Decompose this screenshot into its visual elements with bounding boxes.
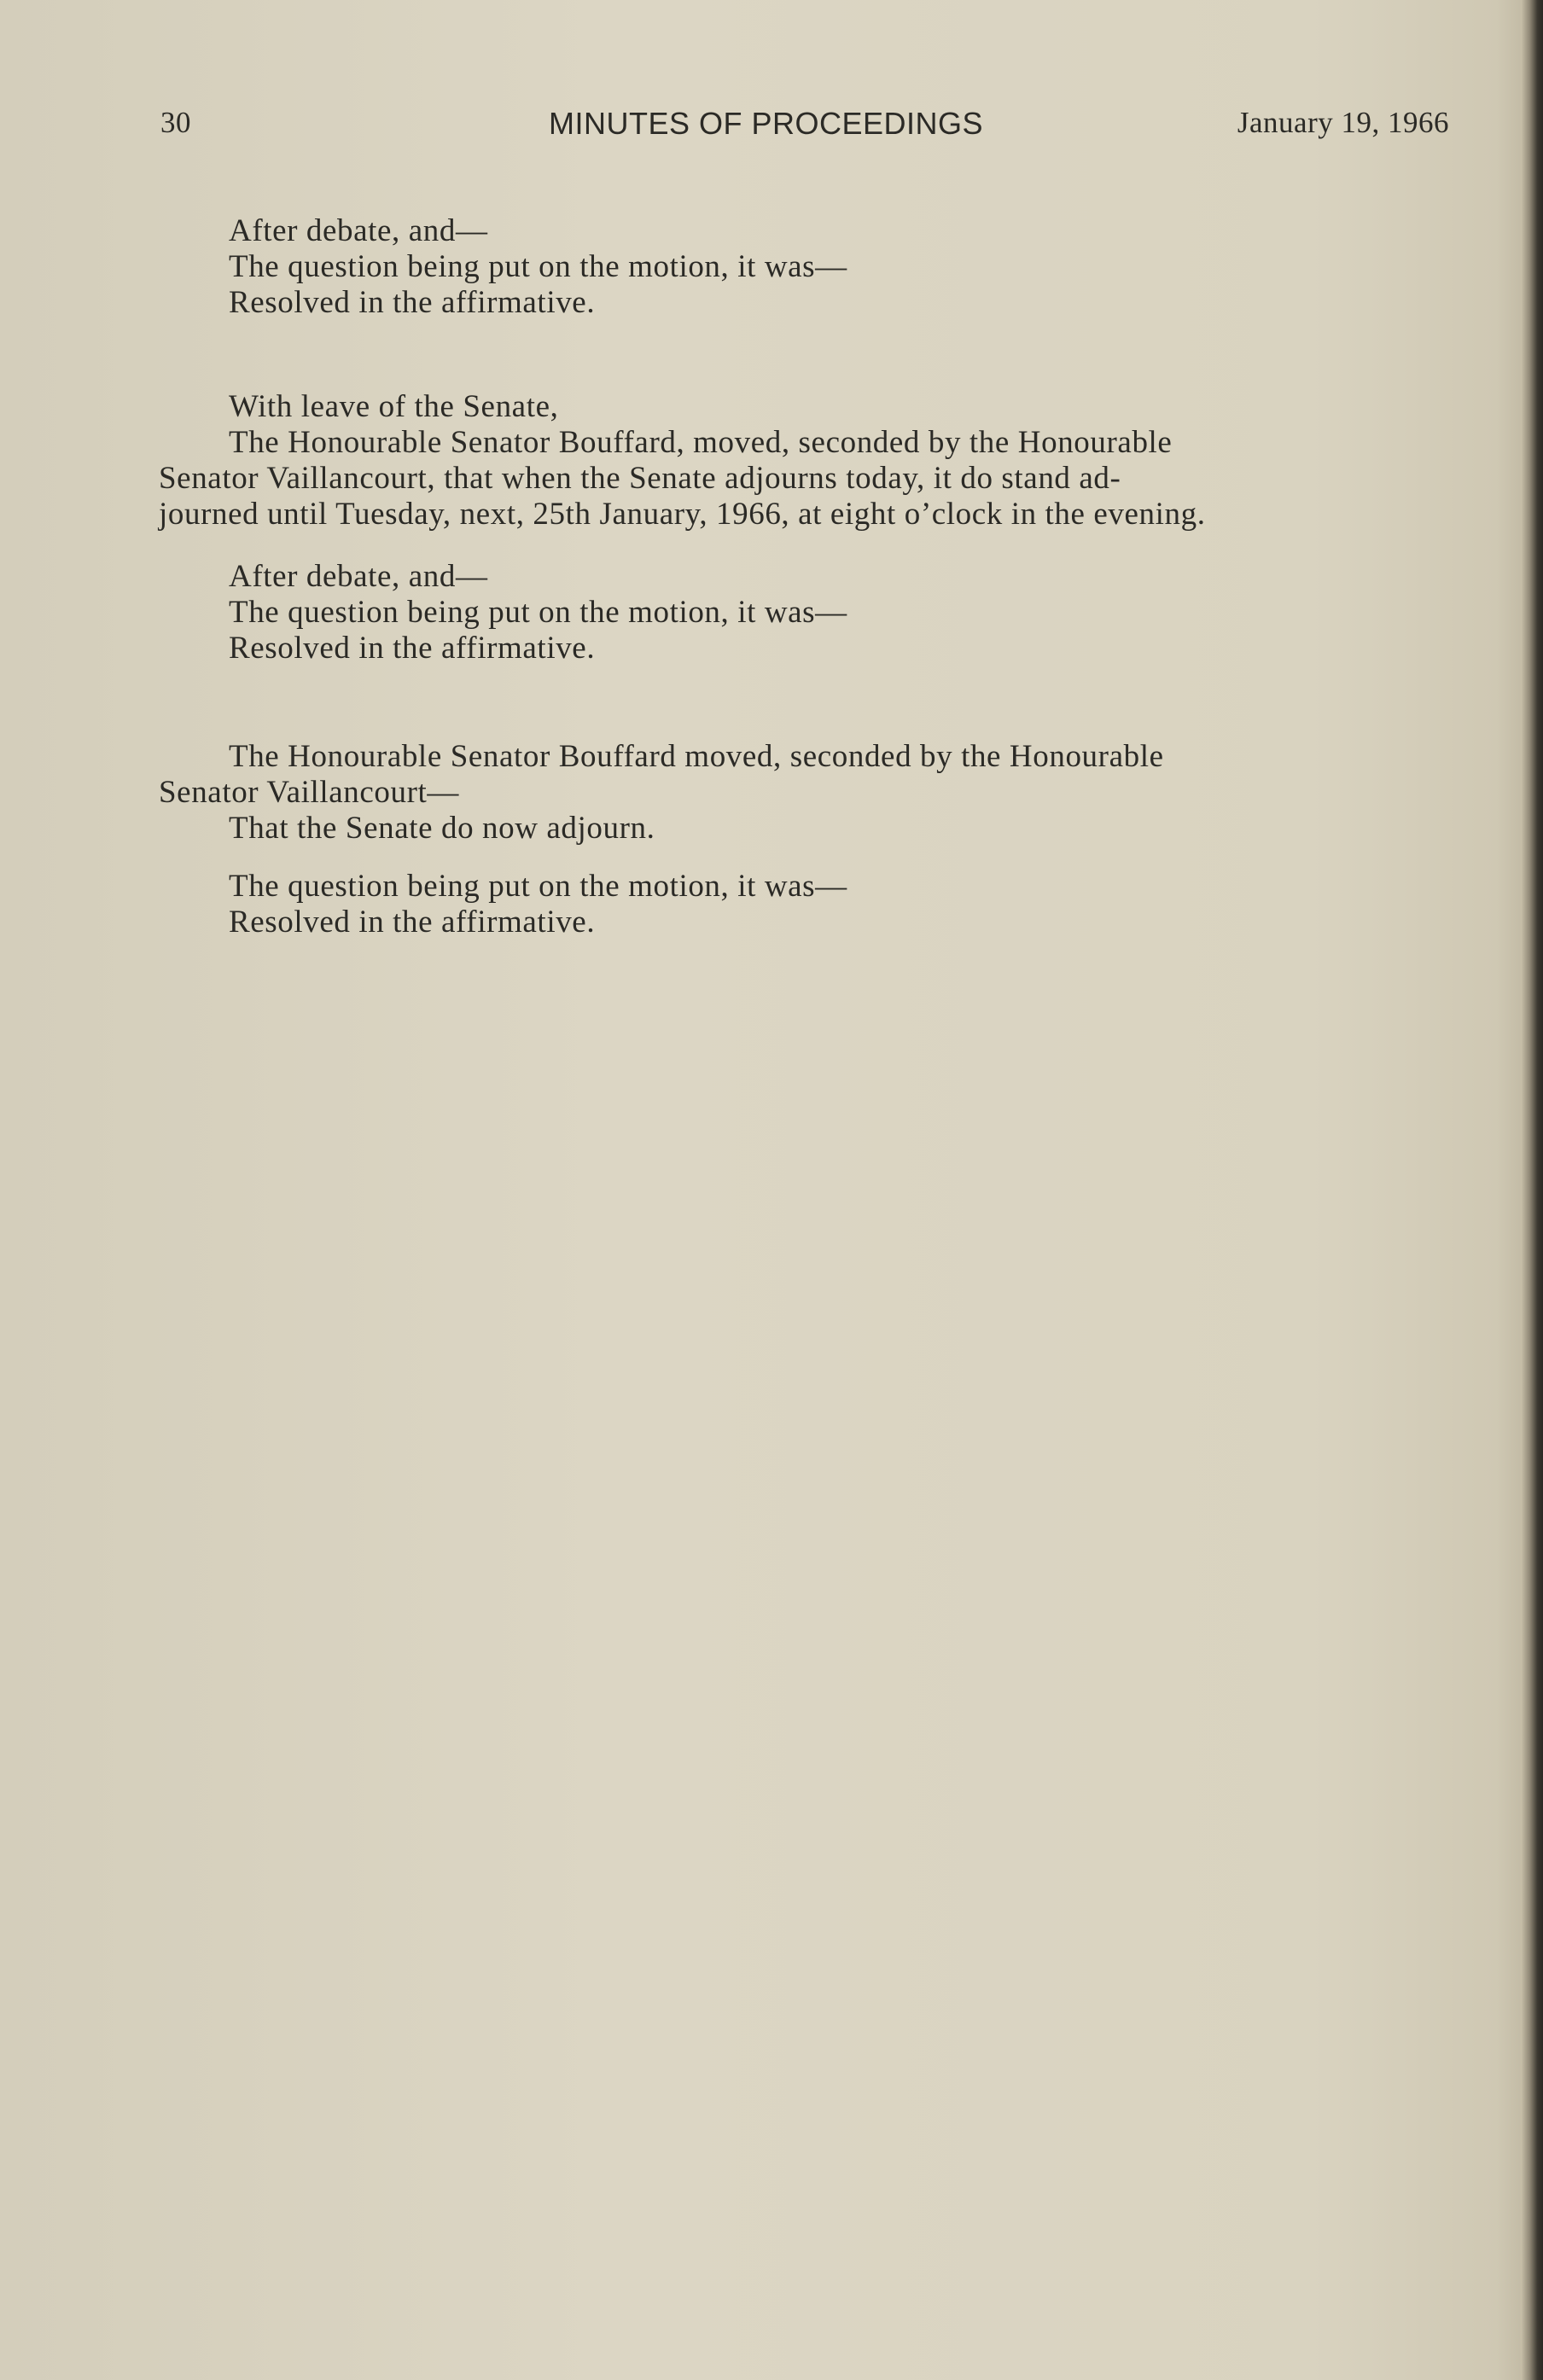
minutes-block-5 [159, 869, 1451, 940]
text-line: That the Senate do now adjourn. [229, 811, 655, 846]
text-line: Resolved in the affirmative. [229, 285, 596, 320]
minutes-block-4 [159, 739, 1451, 847]
paragraph-line: The Honourable Senator Bouffard, moved, seconded by the Honourable [229, 425, 1173, 460]
minutes-block-1 [159, 213, 1451, 321]
paragraph-line: Senator Vaillancourt— [159, 775, 460, 810]
running-date: January 19, 1966 [1237, 106, 1449, 139]
minutes-block-2 [159, 389, 1451, 532]
book-spine-edge [1521, 0, 1543, 2380]
text-line: The question being put on the motion, it was— [229, 249, 847, 284]
text-line: Resolved in the affirmative. [229, 631, 596, 666]
text-line: After debate, and— [229, 213, 488, 248]
text-line: After debate, and— [229, 559, 488, 594]
text-line: The question being put on the motion, it was— [229, 869, 847, 904]
running-title: MINUTES OF PROCEEDINGS [549, 106, 984, 141]
text-line: With leave of the Senate, [229, 389, 559, 424]
page-number: 30 [160, 106, 191, 139]
text-line: The question being put on the motion, it was— [229, 595, 847, 630]
paragraph-line: The Honourable Senator Bouffard moved, seconded by the Honourable [229, 739, 1164, 774]
text-line: Resolved in the affirmative. [229, 905, 596, 940]
paragraph-line: journed until Tuesday, next, 25th January, 1966, at eight o’clock in the evening. [159, 497, 1206, 532]
minutes-block-3 [159, 559, 1451, 666]
paragraph-line: Senator Vaillancourt, that when the Senate adjourns today, it do stand ad- [159, 461, 1121, 496]
running-head [160, 106, 1449, 148]
